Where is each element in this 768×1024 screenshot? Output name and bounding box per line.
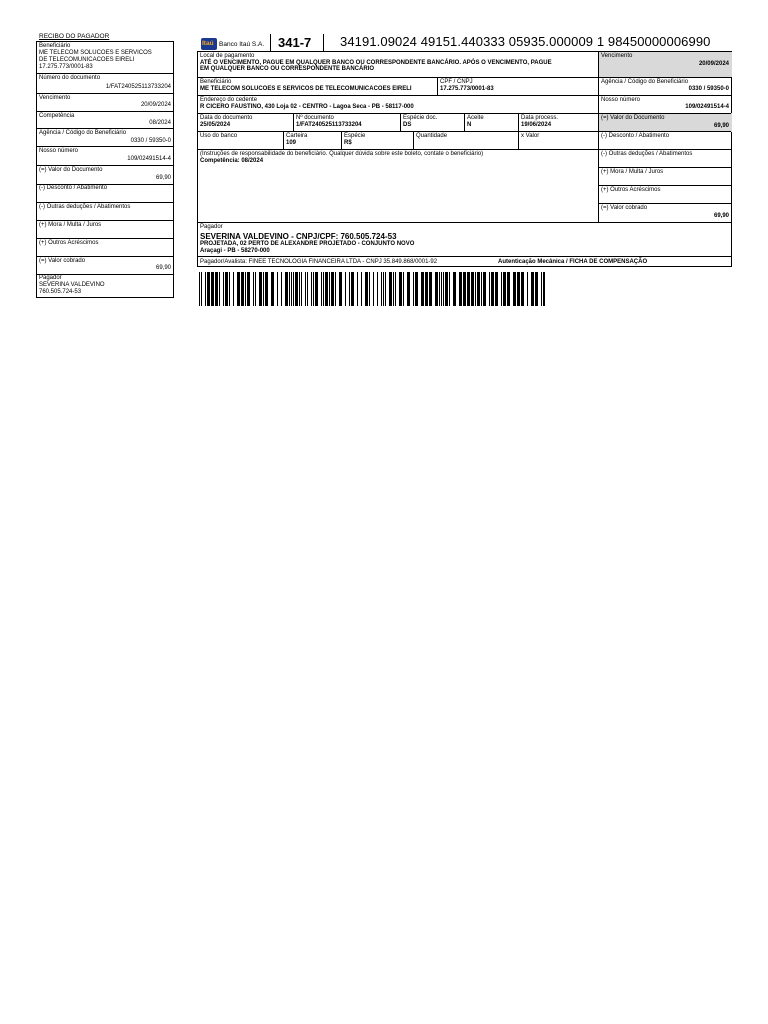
barcode-bar	[501, 272, 502, 306]
receipt-beneficiario-cnpj: 17.275.773/0001-83	[39, 64, 93, 70]
barcode-bar	[339, 272, 342, 306]
autenticacao-mecanica: Autenticação Mecânica / FICHA DE COMPENSAÇÃO	[498, 259, 648, 265]
n-documento-value: 1/FAT240525113733204	[296, 122, 362, 128]
receipt-beneficiario-line1: ME TELECOM SOLUCOES E SERVICOS	[39, 50, 152, 56]
local-pagamento-label: Local de pagamento	[200, 53, 255, 59]
nosso-numero-label: Nosso número	[601, 97, 641, 103]
barcode-bar	[415, 272, 418, 306]
especie-label: Espécie	[344, 133, 366, 139]
barcode-bar	[263, 272, 264, 306]
barcode-bar	[229, 272, 230, 306]
receipt-panel	[36, 41, 174, 298]
barcode-bar	[369, 272, 370, 306]
aceite-label: Aceite	[467, 115, 484, 121]
receipt-pagador-doc: 760.505.724-53	[39, 289, 82, 295]
barcode-bar	[219, 272, 220, 306]
barcode-bar	[223, 272, 224, 306]
barcode-bar	[489, 272, 490, 306]
barcode-bar	[277, 272, 278, 306]
barcode-bar	[459, 272, 462, 306]
endereco-label: Endereço do cedente	[200, 97, 258, 103]
barcode-bar	[481, 272, 482, 306]
receipt-beneficiario-line2: DE TELECOMUNICACOES EIRELI	[39, 57, 135, 63]
barcode-bar	[291, 272, 292, 306]
receipt-valor-documento: 69,90	[155, 175, 171, 181]
carteira-label: Carteira	[286, 133, 308, 139]
receipt-desconto-label: (-) Desconto / Abatimento	[39, 185, 108, 191]
receipt-numero-documento-label: Número do documento	[39, 75, 101, 81]
barcode-bar	[399, 272, 402, 306]
barcode-bar	[199, 272, 200, 306]
barcode-bar	[449, 272, 450, 306]
bank-logo-text: Itaú	[202, 40, 214, 47]
barcode-bar	[389, 272, 392, 306]
barcode-bar	[429, 272, 432, 306]
barcode-bar	[377, 272, 378, 306]
cpf-cnpj-label: CPF / CNPJ	[440, 79, 473, 85]
barcode-bar	[517, 272, 520, 306]
valor-documento-label: (=) Valor do Documento	[601, 115, 665, 121]
barcode-bar	[335, 272, 336, 306]
barcode-bar	[329, 272, 330, 306]
data-documento-label: Data do documento	[200, 115, 253, 121]
barcode-bar	[445, 272, 448, 306]
especie-value: R$	[344, 140, 352, 146]
barcode	[199, 272, 549, 306]
data-processamento-value: 19/06/2024	[521, 122, 552, 128]
barcode-bar	[233, 272, 234, 306]
cpf-cnpj-value: 17.275.773/0001-83	[440, 86, 494, 92]
barcode-bar	[435, 272, 438, 306]
barcode-bar	[463, 272, 466, 306]
n-documento-label: Nº documento	[296, 115, 334, 121]
receipt-valor-cobrado: 69,90	[155, 265, 171, 271]
barcode-bar	[225, 272, 228, 306]
valor-cobrado-label: (=) Valor cobrado	[601, 205, 648, 211]
valor-documento-value: 69,90	[713, 123, 729, 129]
barcode-bar	[211, 272, 214, 306]
receipt-outros-acrescimos-label: (+) Outros Acréscimos	[39, 240, 99, 246]
bank-code: 341-7	[278, 35, 312, 50]
barcode-bar	[439, 272, 440, 306]
barcode-bar	[513, 272, 516, 306]
barcode-bar	[393, 272, 394, 306]
barcode-bar	[527, 272, 528, 306]
barcode-bar	[467, 272, 470, 306]
receipt-pagador-label: Pagador	[39, 275, 62, 281]
receipt-title: RECIBO DO PAGADOR	[39, 33, 110, 40]
barcode-bar	[521, 272, 524, 306]
agencia-value: 0330 / 59350-0	[688, 86, 729, 92]
barcode-bar	[475, 272, 476, 306]
barcode-bar	[325, 272, 328, 306]
vencimento-label: Vencimento	[601, 53, 633, 59]
barcode-bar	[357, 272, 358, 306]
quantidade-label: Quantidade	[416, 133, 448, 139]
barcode-bar	[361, 272, 362, 306]
x-valor-label: x Valor	[521, 133, 540, 139]
barcode-bar	[421, 272, 424, 306]
barcode-bar	[477, 272, 480, 306]
barcode-bar	[373, 272, 374, 306]
receipt-vencimento-label: Vencimento	[39, 95, 71, 101]
barcode-bar	[299, 272, 300, 306]
barcode-bar	[241, 272, 244, 306]
barcode-bar	[535, 272, 538, 306]
data-documento-value: 25/05/2024	[200, 122, 231, 128]
carteira-value: 109	[286, 140, 297, 146]
agencia-label: Agência / Código do Beneficiário	[601, 79, 689, 85]
outras-deducoes-label: (-) Outras deduções / Abatimentos	[601, 151, 693, 157]
barcode-bar	[403, 272, 404, 306]
receipt-competencia-label: Competência	[39, 113, 75, 119]
barcode-bar	[365, 272, 368, 306]
barcode-bar	[349, 272, 350, 306]
barcode-bar	[315, 272, 318, 306]
barcode-bar	[443, 272, 444, 306]
pagador-endereco: PROJETADA, 02 PERTO DE ALEXANDRE PROJETADO - CONJUNTO NOVO	[200, 241, 415, 247]
barcode-bar	[491, 272, 494, 306]
payment-slip	[197, 51, 732, 267]
barcode-bar	[201, 272, 202, 306]
barcode-bar	[345, 272, 346, 306]
linha-digitavel: 34191.09024 49151.440333 05935.000009 1 98450000006990	[340, 34, 711, 49]
barcode-bar	[207, 272, 210, 306]
local-pagamento-line2: EM QUALQUER BANCO OU CORRESPONDENTE BANCÁRIO	[200, 66, 375, 72]
mora-label: (+) Mora / Multa / Juros	[601, 169, 664, 175]
aceite-value: N	[467, 122, 472, 128]
barcode-bar	[253, 272, 254, 306]
pagador-cidade: Araçagi - PB - 58270-000	[200, 248, 270, 254]
barcode-bar	[307, 272, 308, 306]
receipt-vencimento: 20/09/2024	[140, 102, 171, 108]
barcode-bar	[285, 272, 288, 306]
local-pagamento-line1: ATÉ O VENCIMENTO, PAGUE EM QUALQUER BANCO OU CORRESPONDENTE BANCÁRIO. APÓS O VENCIMENTO, PAGUE	[200, 60, 552, 66]
barcode-bar	[503, 272, 506, 306]
pagador-value: SEVERINA VALDEVINO - CNPJ/CPF: 760.505.724-53	[200, 232, 397, 241]
barcode-bar	[205, 272, 206, 306]
barcode-bar	[381, 272, 382, 306]
barcode-bar	[301, 272, 302, 306]
especie-doc-value: DS	[403, 122, 412, 128]
barcode-bar	[541, 272, 542, 306]
receipt-nosso-numero: 109/02491514-4	[127, 156, 171, 162]
receipt-outras-deducoes-label: (-) Outras deduções / Abatimentos	[39, 204, 131, 210]
barcode-bar	[295, 272, 298, 306]
barcode-bar	[413, 272, 414, 306]
receipt-valor-cobrado-label: (=) Valor cobrado	[39, 258, 86, 264]
barcode-bar	[385, 272, 386, 306]
barcode-bar	[331, 272, 334, 306]
beneficiario-label: Beneficiário	[200, 79, 232, 85]
barcode-bar	[531, 272, 534, 306]
valor-cobrado-value: 69,90	[713, 213, 729, 219]
barcode-bar	[215, 272, 218, 306]
receipt-pagador-nome: SEVERINA VALDEVINO	[39, 282, 105, 288]
barcode-bar	[313, 272, 314, 306]
barcode-bar	[311, 272, 312, 306]
barcode-bar	[507, 272, 510, 306]
bank-name: Banco Itaú S.A.	[219, 41, 265, 48]
instrucoes-label: (Instruções de responsabilidade do beneficiário. Qualquer dúvida sobre este boleto, contate o beneficiário)	[200, 151, 484, 157]
barcode-bar	[483, 272, 486, 306]
barcode-bar	[281, 272, 282, 306]
data-processamento-label: Data process.	[521, 115, 559, 121]
receipt-agencia-label: Agência / Código do Beneficiário	[39, 130, 127, 136]
barcode-bar	[395, 272, 396, 306]
barcode-bar	[543, 272, 545, 306]
barcode-bar	[293, 272, 294, 306]
especie-doc-label: Espécie doc.	[403, 115, 438, 121]
desconto-label: (-) Desconto / Abatimento	[601, 133, 670, 139]
pagador-label: Pagador	[200, 224, 223, 230]
barcode-bar	[289, 272, 290, 306]
barcode-bar	[453, 272, 456, 306]
barcode-bar	[305, 272, 306, 306]
barcode-bar	[247, 272, 250, 306]
bank-logo	[201, 38, 217, 50]
barcode-bar	[271, 272, 274, 306]
receipt-valor-documento-label: (=) Valor do Documento	[39, 167, 103, 173]
barcode-bar	[407, 272, 410, 306]
barcode-bar	[321, 272, 322, 306]
barcode-bar	[323, 272, 324, 306]
avalista: Pagador/Avalista: FINEE TECNOLOGIA FINANCEIRA LTDA - CNPJ 35.849.868/0001-92	[200, 259, 438, 265]
barcode-bar	[425, 272, 428, 306]
barcode-bar	[265, 272, 268, 306]
nosso-numero-value: 109/02491514-4	[685, 104, 729, 110]
barcode-bar	[471, 272, 474, 306]
endereco-value: R CICERO FAUSTINO, 430 Loja 02 - CENTRO - Lagoa Seca - PB - 58117-000	[200, 104, 414, 110]
barcode-bar	[255, 272, 256, 306]
barcode-bar	[441, 272, 442, 306]
barcode-bar	[259, 272, 262, 306]
receipt-agencia: 0330 / 59350-0	[130, 138, 171, 144]
instrucoes-value: Competência: 08/2024	[200, 158, 264, 164]
receipt-mora-label: (+) Mora / Multa / Juros	[39, 222, 102, 228]
barcode-bar	[237, 272, 240, 306]
receipt-competencia: 08/2024	[149, 120, 171, 126]
uso-banco-label: Uso do banco	[200, 133, 238, 139]
barcode-bar	[383, 272, 384, 306]
receipt-nosso-numero-label: Nosso número	[39, 148, 79, 154]
barcode-bar	[351, 272, 354, 306]
beneficiario-value: ME TELECOM SOLUCOES E SERVICOS DE TELECOMUNICACOES EIRELI	[200, 86, 412, 92]
barcode-bar	[495, 272, 498, 306]
barcode-bar	[245, 272, 246, 306]
receipt-beneficiario-label: Beneficiário	[39, 43, 71, 49]
outros-acrescimos-label: (+) Outros Acréscimos	[601, 187, 661, 193]
receipt-numero-documento: 1/FAT240525113733204	[105, 84, 171, 90]
vencimento-value: 20/09/2024	[698, 61, 729, 67]
